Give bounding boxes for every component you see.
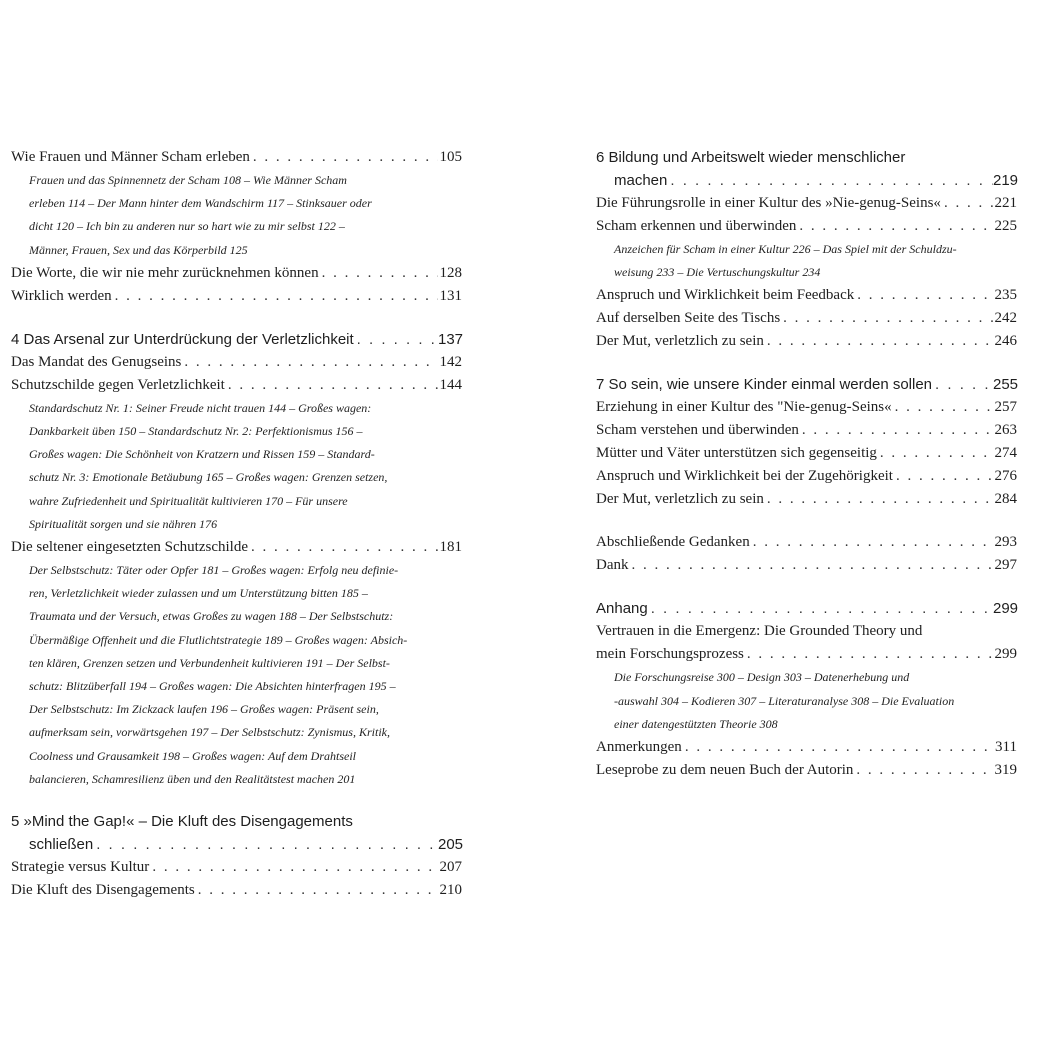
page-number: 128 [439,264,462,281]
page-number: 225 [994,218,1017,234]
toc-entry[interactable] [596,759,1017,782]
page-number: 274 [994,445,1017,462]
toc-entry[interactable] [596,284,1017,307]
toc-entry[interactable] [11,262,462,285]
toc-entry[interactable] [11,374,462,397]
page-number: 207 [439,859,462,876]
page-number: 311 [995,739,1017,756]
toc-entry[interactable] [11,879,462,902]
toc-entry[interactable] [596,620,1017,666]
chapter-title-cont: schließen [29,836,94,854]
entry-title: Anspruch und Wirklichkeit beim Feedback [596,287,855,304]
entry-title: Wie Frauen und Männer Scham erleben [11,149,250,165]
chapter-heading[interactable] [596,597,1017,620]
entry-title: Der Mut, verletzlich zu sein [596,333,764,350]
subsection-list: Die Forschungsreise 300 – Design 303 – Datenerhebung und -auswahl 304 – Kodieren 307 – Literaturanalyse 308 – Die Evaluation einer datengestützten Theorie 308 [614,670,955,731]
page-number: 144 [439,376,462,393]
entry-title: Die Kluft des Disengagements [11,882,195,899]
page-number: 257 [994,399,1017,416]
chapter-title: Anhang [596,600,648,618]
entry-title: Mütter und Väter unterstützen sich gegenseitig [596,445,877,462]
chapter-title: 7 So sein, wie unsere Kinder einmal werden sollen [596,376,933,394]
chapter-title: 6 Bildung und Arbeitswelt wieder menschlicher [596,149,906,166]
entry-title: Strategie versus Kultur [11,859,150,876]
page-number: 299 [993,600,1019,618]
chapter-heading[interactable] [11,328,462,351]
page-number: 131 [439,287,462,304]
toc-entry[interactable] [11,146,462,169]
toc-entry[interactable] [596,488,1017,511]
page-number: 293 [994,534,1017,551]
toc-entry[interactable] [11,856,462,879]
subsection-list: Der Selbstschutz: Täter oder Opfer 181 – Großes wagen: Erfolg neu definie- ren, Verletzlichkeit wieder zulassen und um Unterstützung bitten 185 – Traumata und der Versuch, etwas Großes zu wagen 188 – Der Selbstschutz: Übermäßige Offenheit und die Flutlichtstrategie 189 – Großes wagen: Absich- ten klären, Grenzen setzen und Verbundenheit kultivieren 191 – Der Selbst- schutz: Blitzüberfall 194 – Großes wagen: Die Absichten hinterfragen 195 – Der Selbstschutz: Im Zickzack laufen 196 – Großes wagen: Präsent sein, aufmerksam sein, vorwärtsgehen 197 – Der Selbstschutz: Zynismus, Kritik, Coolness und Grausamkeit 198 – Großes wagen: Auf dem Drahtseil balancieren, Schamresilienz üben und den Realitätstest machen 201 [29,563,408,786]
page-number: 263 [994,422,1017,439]
toc-entry[interactable] [596,307,1017,330]
entry-title: Die seltener eingesetzten Schutzschilde [11,539,248,556]
toc-entry[interactable] [11,285,462,308]
entry-title: Vertrauen in die Emergenz: Die Grounded Theory und [596,623,923,640]
toc-entry[interactable] [596,192,1017,215]
toc-entry[interactable] [11,536,462,559]
page-number: 221 [994,195,1017,211]
chapter-title-cont: machen [614,172,668,189]
toc-entry[interactable] [596,736,1017,759]
toc-entry[interactable] [596,465,1017,488]
entry-title: Scham verstehen und überwinden [596,422,799,439]
subsection-list: Frauen und das Spinnennetz der Scham 108 – Wie Männer Scham erleben 114 – Der Mann hinter dem Wandschirm 117 – Stinksauer oder dicht 120 – Ich bin zu anderen nur so hart wie zu mir selbst 122 – Männer, Frauen, Sex und das Körperbild 125 [29,173,372,257]
chapter-title: 5 »Mind the Gap!« – Die Kluft des Disengagements [11,813,353,831]
entry-title: Dank [596,557,629,574]
toc-entry[interactable] [596,531,1017,554]
entry-title: Scham erkennen und überwinden [596,218,797,234]
chapter-heading[interactable] [596,146,1017,192]
page-number: 142 [439,353,462,370]
entry-title: Wirklich werden [11,287,112,304]
entry-title: Abschließende Gedanken [596,534,750,551]
entry-title: Leseprobe zu dem neuen Buch der Autorin [596,762,854,779]
toc-entry[interactable] [596,442,1017,465]
page-number: 137 [438,330,464,348]
page-number: 284 [994,491,1017,508]
page-number: 246 [994,333,1017,350]
page-number: 210 [439,882,462,899]
chapter-heading[interactable] [11,810,462,856]
toc-entry[interactable] [596,419,1017,442]
chapter-heading[interactable] [596,373,1017,396]
entry-title: Anmerkungen [596,739,682,756]
page-number: 219 [993,172,1019,189]
page-number: 105 [439,149,462,165]
entry-title: Die Führungsrolle in einer Kultur des »Nie-genug-Seins« [596,195,941,211]
page-number: 205 [438,836,464,854]
toc-entry[interactable] [11,351,462,374]
page-number: 242 [994,310,1017,327]
entry-title: Die Worte, die wir nie mehr zurücknehmen können [11,264,319,281]
page-number: 276 [994,468,1017,485]
entry-title: Das Mandat des Genugseins [11,353,182,370]
toc-entry[interactable] [596,396,1017,419]
page-number: 319 [994,762,1017,779]
toc-entry[interactable] [596,554,1017,577]
entry-title-cont: mein Forschungsprozess [596,646,744,663]
entry-title: Auf derselben Seite des Tischs [596,310,781,327]
toc-left-column [11,146,462,902]
chapter-title: 4 Das Arsenal zur Unterdrückung der Verletzlichkeit [11,330,354,348]
page-number: 297 [994,557,1017,574]
toc-entry[interactable] [596,215,1017,238]
toc-right-column [596,146,1017,782]
entry-title: Anspruch und Wirklichkeit bei der Zugehörigkeit [596,468,893,485]
page-number: 181 [439,539,462,556]
entry-title: Schutzschilde gegen Verletzlichkeit [11,376,225,393]
entry-title: Erziehung in einer Kultur des "Nie-genug-Seins« [596,399,892,416]
page-number: 235 [994,287,1017,304]
page-number: 299 [994,646,1017,663]
page-number: 255 [993,376,1019,394]
subsection-list: Standardschutz Nr. 1: Seiner Freude nicht trauen 144 – Großes wagen: Dankbarkeit üben 150 – Standardschutz Nr. 2: Perfektionismus 156 – Großes wagen: Die Schönheit von Kratzern und Rissen 159 – Standard- schutz Nr. 3: Emotionale Betäubung 165 – Großes wagen: Grenzen setzen, wahre Zufriedenheit und Spiritualität kultivieren 170 – Für unsere Spiritualität sorgen und sie nähren 176 [29,400,388,531]
subsection-list: Anzeichen für Scham in einer Kultur 226 – Das Spiel mit der Schuldzu- weisung 233 – Die Vertuschungskultur 234 [614,242,957,280]
toc-entry[interactable] [596,330,1017,353]
entry-title: Der Mut, verletzlich zu sein [596,491,764,508]
